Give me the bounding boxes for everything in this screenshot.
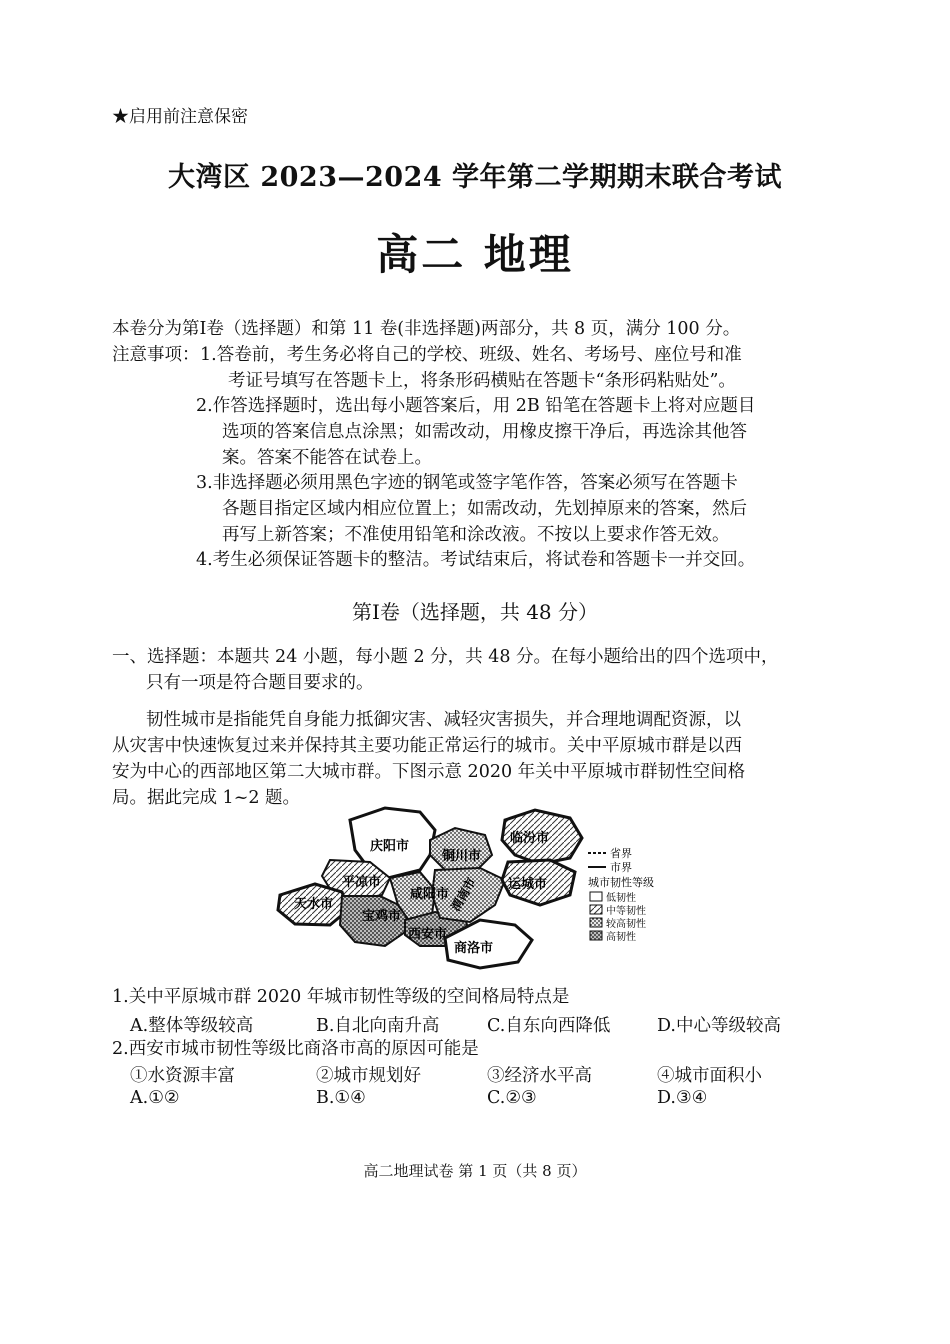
label-pingliang: 平凉市 bbox=[342, 875, 382, 890]
paper-structure-line: 本卷分为第Ⅰ卷（选择题）和第 11 卷(非选择题)两部分，共 8 页，满分 100 分。 bbox=[112, 319, 741, 339]
notice-item-3-cont2: 再写上新答案；不准使用铅笔和涂改液。不按以上要求作答无效。 bbox=[222, 525, 730, 545]
subject-title: 高二 地理 bbox=[376, 230, 574, 279]
notice-label: 注意事项： bbox=[112, 345, 200, 365]
label-yuncheng: 运城市 bbox=[508, 877, 548, 892]
passage-line-2: 从灾害中快速恢复过来并保持其主要功能正常运行的城市。关中平原城市群是以西 bbox=[112, 736, 742, 756]
label-linfen: 临汾市 bbox=[510, 831, 550, 846]
question-2-option-a: A.①② bbox=[130, 1088, 180, 1108]
label-qingyang: 庆阳市 bbox=[370, 839, 410, 854]
notice-item-4: 4.考生必须保证答题卡的整洁。考试结束后，将试卷和答题卡一并交回。 bbox=[196, 550, 756, 570]
question-1-option-b: B.自北向南升高 bbox=[316, 1016, 440, 1036]
question-2-statement-2: ②城市规划好 bbox=[316, 1066, 421, 1086]
question-1-stem: 1.关中平原城市群 2020 年城市韧性等级的空间格局特点是 bbox=[112, 987, 570, 1007]
label-shangluo: 商洛市 bbox=[454, 941, 494, 956]
label-tongchuan: 铜川市 bbox=[442, 849, 482, 864]
question-1-option-d: D.中心等级较高 bbox=[657, 1016, 781, 1036]
passage-line-1: 韧性城市是指能凭自身能力抵御灾害、减轻灾害损失，并合理地调配资源，以 bbox=[146, 710, 741, 730]
map-legend bbox=[588, 846, 654, 943]
question-2-option-d: D.③④ bbox=[657, 1088, 708, 1108]
legend-low: 低韧性 bbox=[606, 893, 636, 904]
passage-line-3: 安为中心的西部地区第二大城市群。下图示意 2020 年关中平原城市群韧性空间格 bbox=[112, 762, 746, 782]
question-2-statement-3: ③经济水平高 bbox=[487, 1066, 592, 1086]
page-footer: 高二地理试卷 第 1 页（共 8 页） bbox=[363, 1162, 587, 1180]
label-baoji: 宝鸡市 bbox=[362, 909, 402, 924]
notice-item-3: 3.非选择题必须用黑色字迹的钢笔或签字笔作答，答案必须写在答题卡 bbox=[196, 473, 738, 493]
legend-higher: 较高韧性 bbox=[606, 919, 646, 930]
label-xianyang: 咸阳市 bbox=[410, 887, 450, 902]
question-2-statement-1: ①水资源丰富 bbox=[130, 1066, 235, 1086]
passage-line-4: 局。据此完成 1~2 题。 bbox=[112, 788, 301, 808]
resilience-map bbox=[270, 800, 690, 980]
section-heading: 第Ⅰ卷（选择题，共 48 分） bbox=[351, 600, 599, 624]
label-tianshui: 天水市 bbox=[294, 897, 334, 912]
question-2-option-b: B.①④ bbox=[316, 1088, 366, 1108]
legend-title: 城市韧性等级 bbox=[588, 876, 654, 889]
notice-item-3-cont: 各题目指定区域内相应位置上；如需改动，先划掉原来的答案，然后 bbox=[222, 499, 747, 519]
legend-city: 市界 bbox=[610, 861, 632, 874]
question-1-option-a: A.整体等级较高 bbox=[130, 1016, 254, 1036]
section-instruction: 一、选择题：本题共 24 小题，每小题 2 分，共 48 分。在每小题给出的四个选项中， bbox=[112, 647, 779, 667]
question-2-option-c: C.②③ bbox=[487, 1088, 537, 1108]
question-2-statement-4: ④城市面积小 bbox=[657, 1066, 762, 1086]
notice-item-2-cont2: 案。答案不能答在试卷上。 bbox=[222, 448, 432, 468]
label-xian: 西安市 bbox=[408, 927, 448, 942]
confidential-note: ★启用前注意保密 bbox=[112, 107, 248, 127]
label-weinan: 渭南市 bbox=[448, 875, 479, 914]
notice-item-2: 2.作答选择题时，选出每小题答案后，用 2B 铅笔在答题卡上将对应题目 bbox=[196, 396, 756, 416]
exam-title: 大湾区 2023—2024 学年第二学期期末联合考试 bbox=[167, 162, 783, 193]
notice-item-1: 1.答卷前，考生务必将自己的学校、班级、姓名、考场号、座位号和准 bbox=[200, 345, 742, 365]
legend-mid: 中等韧性 bbox=[606, 906, 646, 917]
notice-item-2-cont: 选项的答案信息点涂黑；如需改动，用橡皮擦干净后，再选涂其他答 bbox=[222, 422, 747, 442]
question-2-stem: 2.西安市城市韧性等级比商洛市高的原因可能是 bbox=[112, 1039, 479, 1059]
section-instruction-cont: 只有一项是符合题目要求的。 bbox=[146, 673, 374, 693]
legend-high: 高韧性 bbox=[606, 932, 636, 943]
question-1-option-c: C.自东向西降低 bbox=[487, 1016, 611, 1036]
legend-province: 省界 bbox=[610, 847, 632, 860]
notice-item-1-cont: 考证号填写在答题卡上，将条形码横贴在答题卡“条形码粘贴处”。 bbox=[228, 371, 736, 391]
